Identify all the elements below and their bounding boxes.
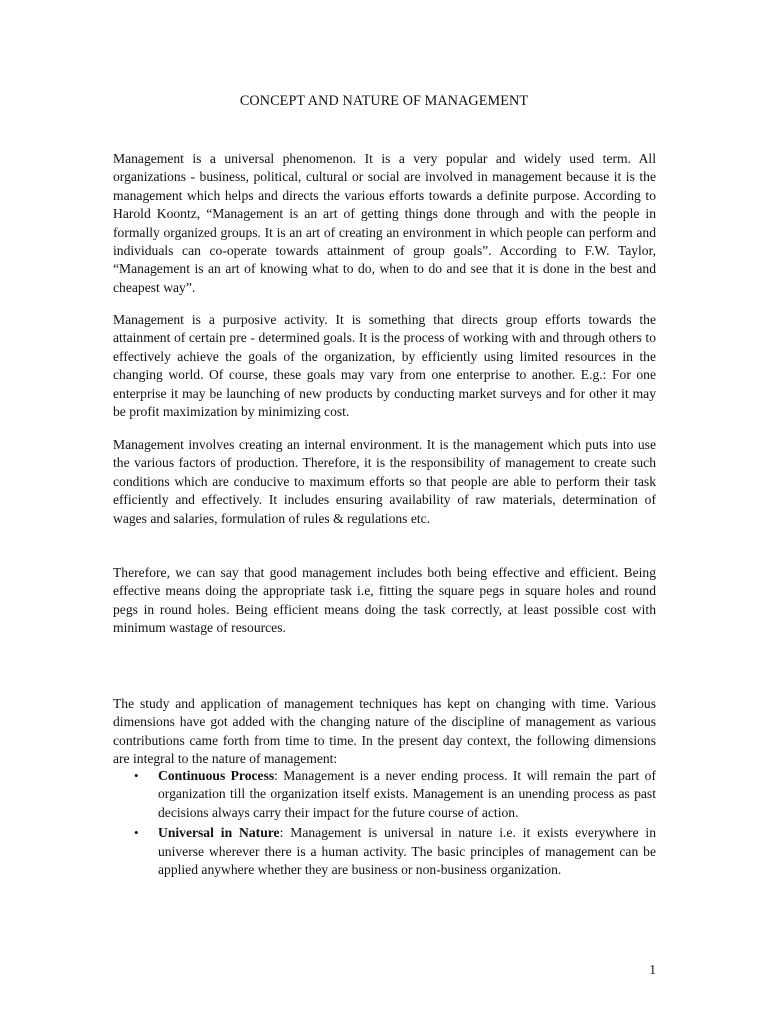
paragraph-effective-efficient: Therefore, we can say that good management includes both being effective and efficient. Being effective means doing the appropriate task i.e, fitting the square pegs in square holes and round pegs in round holes. Being efficient means doing the task correctly, at least possible cost with minimum wastage of resources. [113, 565, 656, 636]
bullet-text: : Management is universal in nature i.e. it exists everywhere in universe wherever there is a human activity. The basic principles of management can be applied anywhere whether they are business or non-business organization. [158, 825, 656, 878]
paragraph-purposive-activity: Management is a purposive activity. It is something that directs group efforts towards the attainment of certain pre - determined goals. It is the process of working with and through others to effectively achieve the goals of the organization, by efficiently using limited resources in the changing world. Of course, these goals may vary from one enterprise to another. E.g.: For one enterprise it may be launching of new products by conducting market surveys and for other it may be profit maximization by minimizing cost. [113, 312, 656, 420]
bullet-text: : Management is a never ending process. It will remain the part of organization till the organization itself exists. Management is an unending process as past decisions always carry their impact for the future course of action. [158, 768, 656, 820]
list-item [113, 824, 656, 879]
bullet-term: Universal in Nature [158, 825, 280, 841]
bullet-icon: • [134, 768, 139, 783]
paragraph-internal-environment: Management involves creating an internal environment. It is the management which puts into use the various factors of production. Therefore, it is the responsibility of management to create such conditions which are conducive to maximum efforts so that people are able to perform their task efficiently and effectively. It includes ensuring availability of raw materials, determination of wages and salaries, formulation of rules & regulations etc. [113, 437, 656, 526]
paragraph-definition: Management is a universal phenomenon. It is a very popular and widely used term. All organizations - business, political, cultural or social are involved in management because it is the management which helps and directs the various efforts towards a definite purpose. According to Harold Koontz, “Management is an art of getting things done through and with the people in formally organized groups. It is an art of creating an environment in which people can perform and individuals can co-operate towards attainment of group goals”. According to F.W. Taylor, “Management is an art of knowing what to do, when to do and see that it is done in the best and cheapest way”. [113, 151, 656, 295]
list-item [113, 767, 656, 822]
paragraph-nature-intro: The study and application of management techniques has kept on changing with time. Various dimensions have got added with the changing nature of the discipline of management as various contributions came forth from time to time. In the present day context, the following dimensions are integral to the nature of management: [113, 696, 656, 767]
nature-dimensions-list [113, 767, 656, 881]
bullet-term: Continuous Process [158, 768, 275, 783]
bullet-icon: • [134, 825, 139, 841]
page-number: 1 [649, 962, 656, 977]
document-title: CONCEPT AND NATURE OF MANAGEMENT [239, 93, 529, 109]
